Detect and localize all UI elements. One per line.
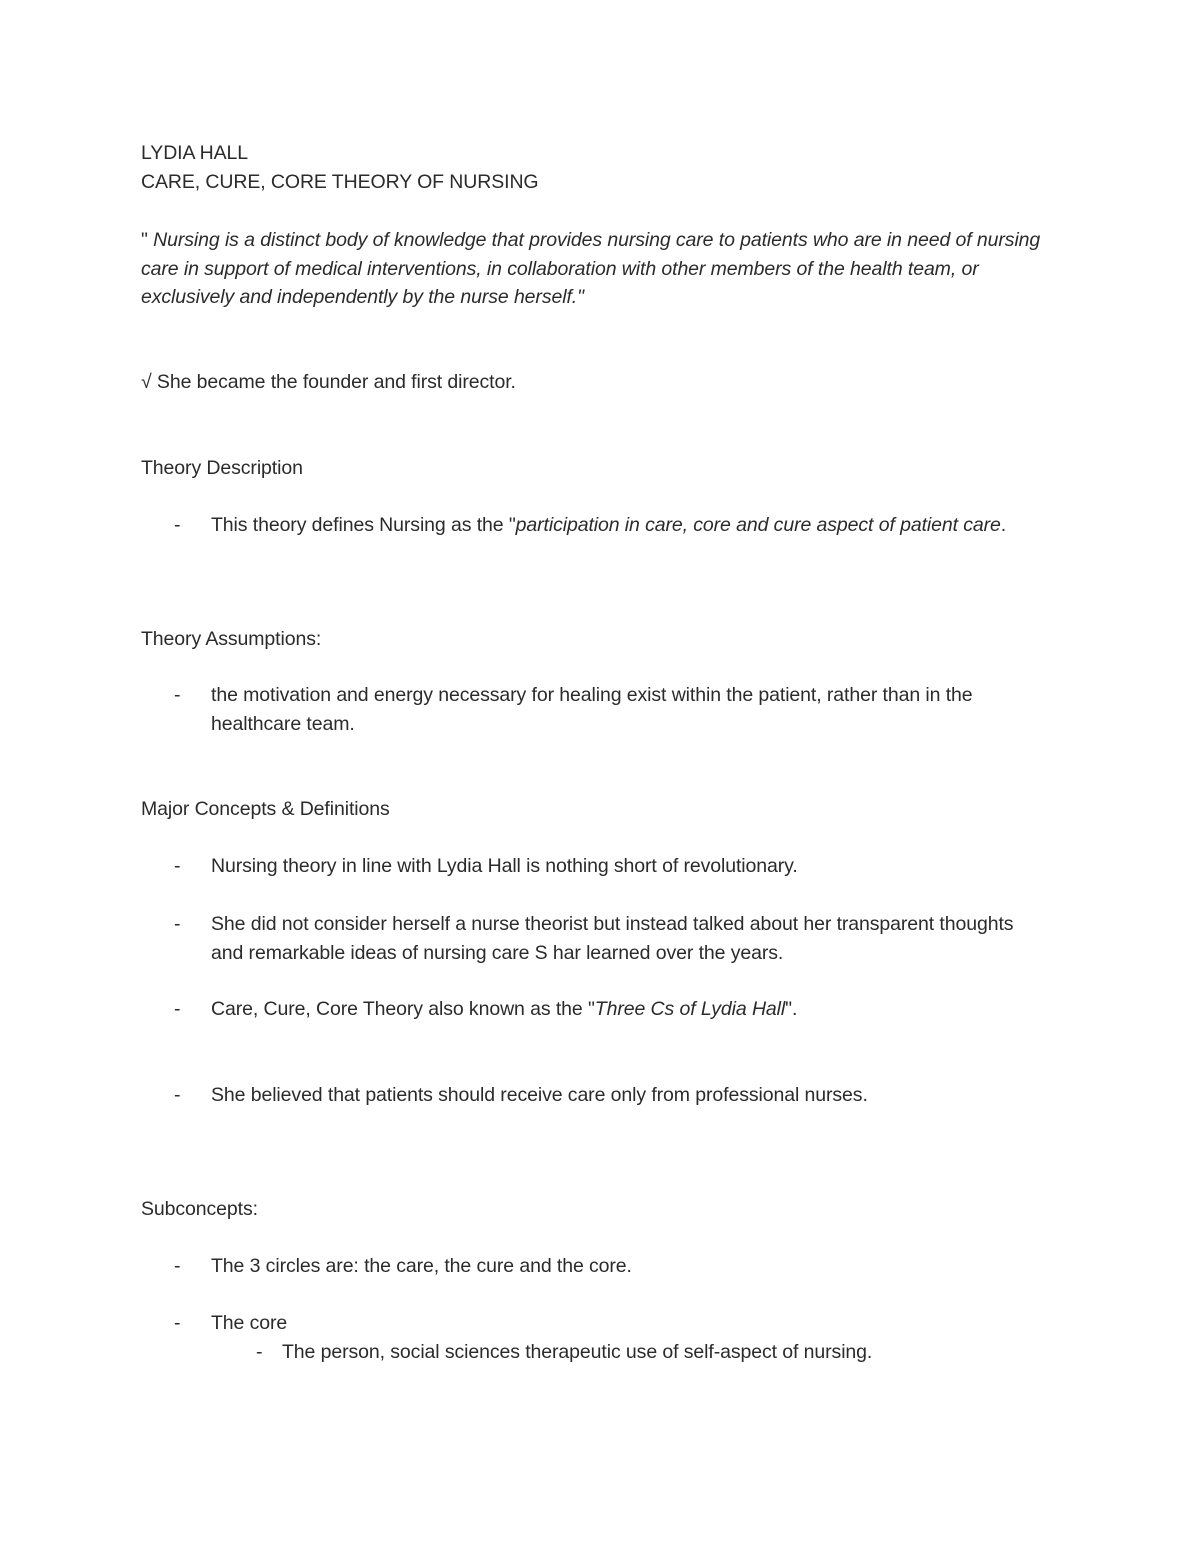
description-item-prefix: This theory defines Nursing as the " bbox=[211, 514, 516, 536]
major-item-3-italic: Three Cs of Lydia Hall bbox=[594, 998, 786, 1020]
subconcepts-sub-item: The person, social sciences therapeutic use of self-aspect of nursing. bbox=[282, 1341, 873, 1363]
bullet-dash: - bbox=[174, 514, 181, 536]
author-name: LYDIA HALL bbox=[141, 142, 249, 164]
section-heading-major-concepts: Major Concepts & Definitions bbox=[141, 798, 390, 820]
founder-note: √ She became the founder and first director. bbox=[141, 371, 516, 393]
definition-quote bbox=[141, 226, 1061, 312]
quote-open-mark: " bbox=[141, 229, 154, 251]
bullet-dash: - bbox=[174, 1084, 181, 1106]
major-item-3-suffix: ". bbox=[785, 998, 798, 1020]
description-item bbox=[211, 511, 1061, 540]
section-heading-description: Theory Description bbox=[141, 457, 303, 479]
major-item-2: She did not consider herself a nurse theorist but instead talked about her transparent thoughts and remarkable ideas of nursing care S har learned over the years. bbox=[211, 913, 1014, 964]
major-item-3 bbox=[211, 995, 1061, 1024]
major-item-3-prefix: Care, Cure, Core Theory also known as the " bbox=[211, 998, 595, 1020]
bullet-dash: - bbox=[174, 1312, 181, 1334]
subconcepts-item-2: The core bbox=[211, 1312, 288, 1334]
bullet-dash: - bbox=[174, 1255, 181, 1277]
section-heading-subconcepts: Subconcepts: bbox=[141, 1198, 258, 1220]
major-item-1: Nursing theory in line with Lydia Hall is nothing short of revolutionary. bbox=[211, 855, 798, 877]
section-heading-assumptions: Theory Assumptions: bbox=[141, 628, 322, 650]
quote-text: Nursing is a distinct body of knowledge that provides nursing care to patients who are in need of nursing care in support of medical interventions, in collaboration with other members of the health team, or exclusively and independently by the nurse herself." bbox=[141, 229, 1041, 308]
major-item-4: She believed that patients should receive care only from professional nurses. bbox=[211, 1084, 868, 1106]
sub-bullet-dash: - bbox=[256, 1341, 263, 1363]
document-title: CARE, CURE, CORE THEORY OF NURSING bbox=[141, 171, 539, 193]
description-item-italic: participation in care, core and cure aspect of patient care bbox=[515, 514, 1001, 536]
bullet-dash: - bbox=[174, 855, 181, 877]
bullet-dash: - bbox=[174, 913, 181, 935]
subconcepts-item-1: The 3 circles are: the care, the cure and the core. bbox=[211, 1255, 632, 1277]
assumptions-item: the motivation and energy necessary for healing exist within the patient, rather than in the healthcare team. bbox=[211, 684, 973, 735]
bullet-dash: - bbox=[174, 998, 181, 1020]
description-item-suffix: . bbox=[1000, 514, 1007, 536]
bullet-dash: - bbox=[174, 684, 181, 706]
